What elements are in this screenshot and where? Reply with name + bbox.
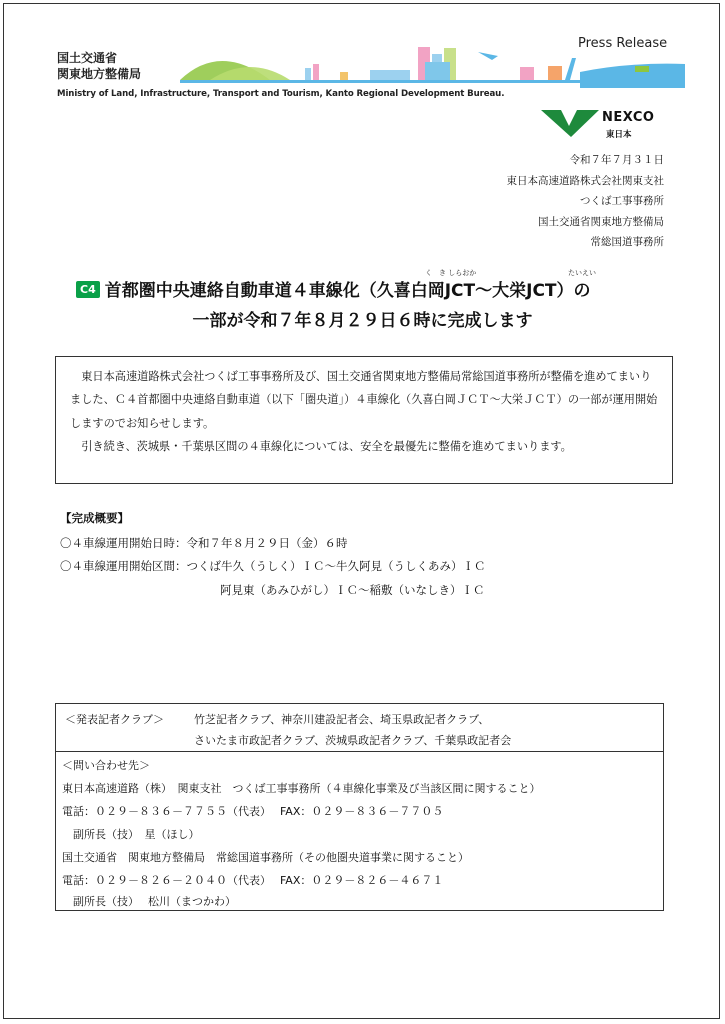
ruby-kukishiraoka: く き しらおか — [425, 269, 477, 277]
nexco-wordmark: NEXCO — [602, 110, 655, 125]
overview-heading: 【完成概要】 — [60, 511, 129, 525]
nexco-subtitle: 東日本 — [606, 130, 632, 140]
press-clubs — [56, 704, 663, 752]
summary-box — [55, 356, 673, 484]
ministry-name — [57, 50, 141, 82]
contact-org1-phone: 電話：０２９－８３６－７７５５（代表） FAX：０２９－８３６－７７０５ — [62, 805, 444, 818]
summary-para1: 東日本高速道路株式会社つくば工事事務所及び、国土交通省関東地方整備局常総国道事務所が整備を進めてまいりました、Ｃ４首都圏中央連絡自動車道（以下「圏央道」）４車線化（久喜白岡ＪＣＴ～大栄ＪＣＴ）の一部が運用開始しますのでお知らせします。 — [70, 370, 658, 430]
issuer-org2: つくば工事事務所 — [580, 195, 664, 207]
nexco-logo-icon — [541, 108, 599, 138]
press-clubs-line2: さいたま市政記者クラブ、茨城県政記者クラブ、千葉県政記者会 — [194, 734, 512, 747]
overview-item2: 〇４車線運用開始区間：つくば牛久（うしく）ＩＣ～牛久阿見（うしくあみ）ＩＣ — [60, 559, 486, 573]
ministry-english-name: Ministry of Land, Infrastructure, Transport and Tourism, Kanto Regional Development Bureau. — [57, 89, 505, 99]
contact-org2: 国土交通省 関東地方整備局 常総国道事務所（その他圏央道事業に関すること） — [62, 851, 469, 864]
issuer-org4: 常総国道事務所 — [590, 236, 664, 248]
inquiry-label: ＜問い合わせ先＞ — [62, 759, 150, 772]
issuer-org3: 国土交通省関東地方整備局 — [538, 215, 664, 228]
ministry-name-line1: 国土交通省 — [57, 51, 118, 65]
press-clubs-label: ＜発表記者クラブ＞ — [65, 713, 164, 726]
contact-org2-phone: 電話：０２９－８２６－２０４０（代表） FAX：０２９－８２６－４６７１ — [62, 874, 444, 887]
contact-org1-person: 副所長（技） 星（ほし） — [62, 828, 200, 841]
title-line1 — [76, 276, 591, 301]
issuer-block — [507, 150, 665, 253]
overview-item1: 〇４車線運用開始日時：令和７年８月２９日（金）６時 — [60, 536, 348, 550]
issue-date: 令和７年７月３１日 — [569, 154, 664, 166]
contact-org2-person: 副所長（技） 松川（まつかわ） — [62, 895, 236, 908]
ruby-taiei: たいえい — [568, 269, 596, 277]
overview-item2-cont: 阿見東（あみひがし）ＩＣ～稲敷（いなしき）ＩＣ — [220, 583, 485, 597]
contact-box — [55, 703, 664, 911]
press-clubs-line1: 竹芝記者クラブ、神奈川建設記者会、埼玉県政記者クラブ、 — [194, 713, 490, 726]
press-release-label: Press Release — [578, 36, 668, 51]
contact-org1: 東日本高速道路（株） 関東支社 つくば工事事務所（４車線化事業及び当該区間に関すること） — [62, 782, 541, 795]
ministry-name-line2: 関東地方整備局 — [57, 67, 142, 81]
c4-route-badge: C4 — [76, 281, 100, 298]
title-line2: 一部が令和７年８月２９日６時に完成します — [192, 311, 533, 331]
summary-para2: 引き続き、茨城県・千葉県区間の４車線化については、安全を最優先に整備を進めてまいります。 — [70, 440, 572, 454]
issuer-org1: 東日本高速道路株式会社関東支社 — [506, 174, 664, 187]
title-line1-text: 首都圏中央連絡自動車道４車線化（久喜白岡JCT～大栄JCT）の — [104, 281, 591, 301]
